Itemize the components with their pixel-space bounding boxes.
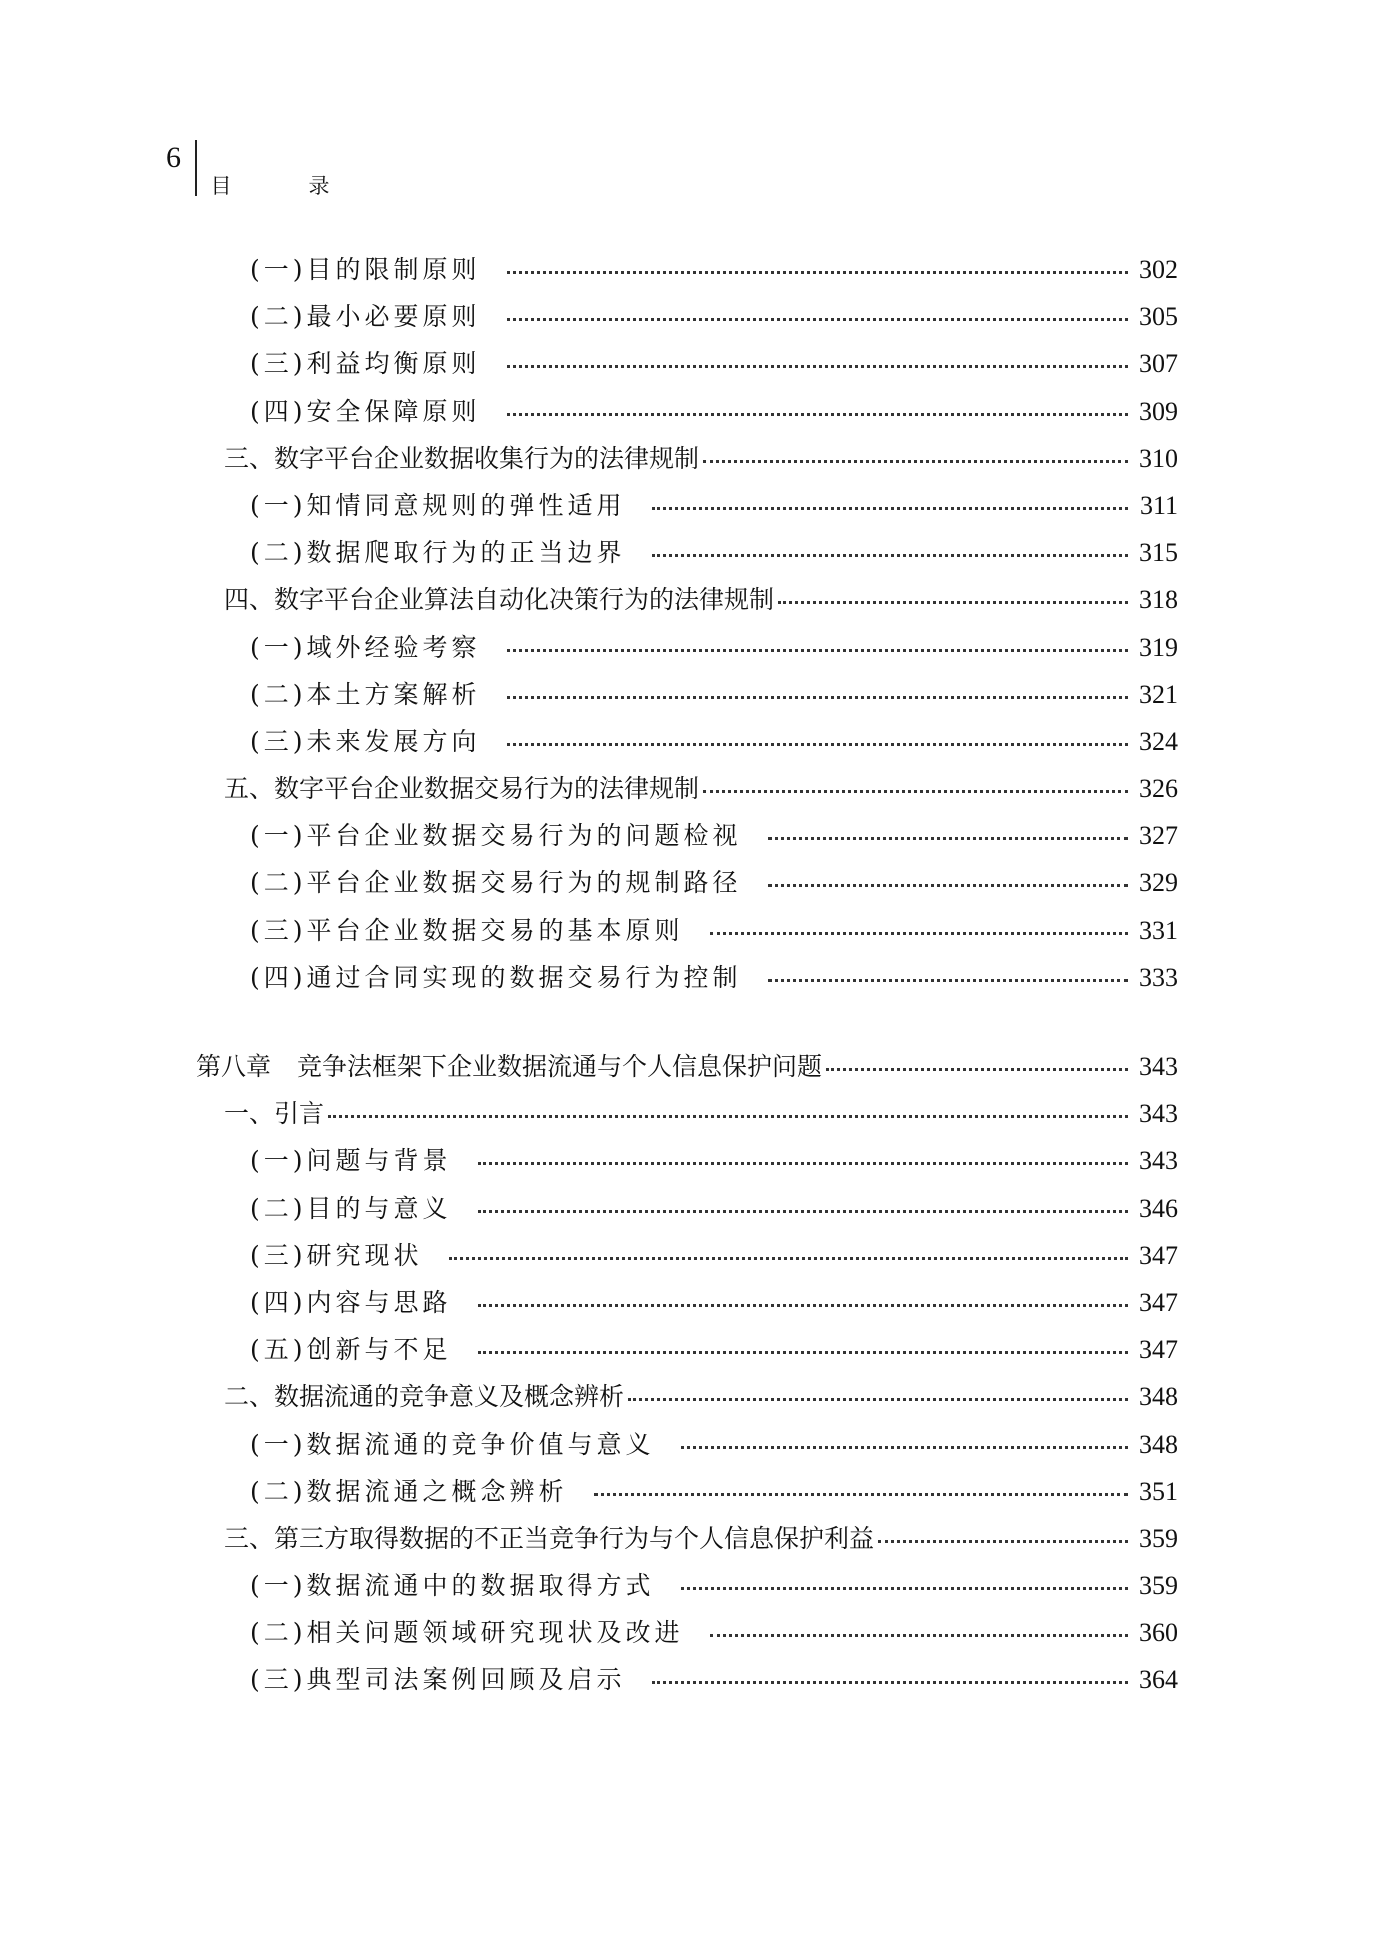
toc-entry-label: (二)最小必要原则 bbox=[250, 302, 481, 332]
toc-page-number: 327 bbox=[1139, 821, 1178, 851]
toc-subsection-entry[interactable] bbox=[196, 911, 1178, 958]
toc-page-number: 364 bbox=[1139, 1665, 1178, 1695]
toc-subsection-entry[interactable] bbox=[196, 1189, 1178, 1236]
toc-page-number: 305 bbox=[1139, 302, 1178, 332]
toc-page-number: 310 bbox=[1139, 443, 1178, 473]
toc-entry-label: 五、数字平台企业数据交易行为的法律规制 bbox=[224, 774, 700, 804]
toc-chapter-label bbox=[196, 1047, 822, 1083]
toc-section-entry[interactable] bbox=[196, 1094, 1178, 1141]
dot-leader bbox=[594, 1472, 1128, 1496]
dot-leader bbox=[478, 1330, 1128, 1354]
dot-leader bbox=[478, 1141, 1128, 1165]
toc-page-number: 359 bbox=[1139, 1571, 1178, 1601]
dot-leader bbox=[507, 344, 1128, 368]
dot-leader bbox=[652, 533, 1128, 557]
toc-subsection-entry[interactable] bbox=[196, 1566, 1178, 1613]
toc-entry-label: (三)未来发展方向 bbox=[250, 726, 481, 756]
toc-entry-label: 四、数字平台企业算法自动化决策行为的法律规制 bbox=[224, 585, 775, 615]
toc-entry-label: (一)域外经验考察 bbox=[250, 632, 481, 662]
toc-subsection-entry[interactable] bbox=[196, 392, 1178, 439]
toc-subsection-entry[interactable] bbox=[196, 675, 1178, 722]
toc-entry-label: (三)典型司法案例回顾及启示 bbox=[250, 1665, 626, 1695]
toc-page-number: 331 bbox=[1139, 915, 1178, 945]
toc-subsection-entry[interactable] bbox=[196, 1330, 1178, 1377]
toc-page-number: 343 bbox=[1139, 1052, 1178, 1081]
toc-subsection-entry[interactable] bbox=[196, 533, 1178, 580]
toc-subsection-entry[interactable] bbox=[196, 1425, 1178, 1472]
dot-leader bbox=[681, 1566, 1128, 1590]
toc-entry-label: (三)平台企业数据交易的基本原则 bbox=[250, 915, 684, 945]
toc-entry-label: (三)研究现状 bbox=[250, 1240, 423, 1270]
toc-chapter-entry[interactable] bbox=[196, 1047, 1178, 1094]
toc-entry-label: (一)数据流通中的数据取得方式 bbox=[250, 1571, 655, 1601]
toc-entry-label: (二)平台企业数据交易行为的规制路径 bbox=[250, 868, 742, 898]
toc-subsection-entry[interactable] bbox=[196, 1236, 1178, 1283]
toc-subsection-entry[interactable] bbox=[196, 722, 1178, 769]
toc-page-number: 346 bbox=[1139, 1193, 1178, 1223]
toc-entry-label: 二、数据流通的竞争意义及概念辨析 bbox=[224, 1382, 625, 1412]
toc-subsection-entry[interactable] bbox=[196, 344, 1178, 391]
dot-leader bbox=[449, 1236, 1128, 1260]
dot-leader bbox=[328, 1094, 1128, 1118]
dot-leader bbox=[710, 911, 1128, 935]
toc-entry-label: (二)数据流通之概念辨析 bbox=[250, 1476, 568, 1506]
toc-entry-label: (一)数据流通的竞争价值与意义 bbox=[250, 1429, 655, 1459]
running-title: 目 录 bbox=[210, 174, 358, 198]
toc-page-number: 360 bbox=[1139, 1618, 1178, 1648]
dot-leader bbox=[768, 958, 1128, 982]
dot-leader bbox=[507, 392, 1128, 416]
toc-entry-label: (一)知情同意规则的弹性适用 bbox=[250, 490, 626, 520]
toc-page-number: 324 bbox=[1139, 726, 1178, 756]
toc-entry-label: (二)数据爬取行为的正当边界 bbox=[250, 538, 626, 568]
toc-group-chapter-7-continued bbox=[196, 250, 1178, 1005]
dot-leader bbox=[507, 250, 1128, 274]
toc-page-number: 309 bbox=[1139, 396, 1178, 426]
toc-entry-label: (二)本土方案解析 bbox=[250, 679, 481, 709]
toc-entry-label: (三)利益均衡原则 bbox=[250, 349, 481, 379]
dot-leader bbox=[652, 1660, 1128, 1684]
toc-section-entry[interactable] bbox=[196, 580, 1178, 627]
toc-page-number: 347 bbox=[1139, 1287, 1178, 1317]
toc-page-number: 311 bbox=[1139, 490, 1178, 520]
toc-entry-label: (五)创新与不足 bbox=[250, 1335, 452, 1365]
toc-entry-label: 三、数字平台企业数据收集行为的法律规制 bbox=[224, 443, 700, 473]
toc-entry-label: (二)目的与意义 bbox=[250, 1193, 452, 1223]
toc-page-number: 348 bbox=[1139, 1382, 1178, 1412]
dot-leader bbox=[878, 1519, 1128, 1543]
dot-leader bbox=[768, 816, 1128, 840]
toc-subsection-entry[interactable] bbox=[196, 628, 1178, 675]
toc-page-number: 318 bbox=[1139, 585, 1178, 615]
toc-group-chapter-8 bbox=[196, 1094, 1178, 1707]
page-number: 6 bbox=[166, 141, 181, 174]
dot-leader bbox=[826, 1047, 1128, 1071]
toc-entry-label: (二)相关问题领域研究现状及改进 bbox=[250, 1618, 684, 1648]
toc-page-number: 347 bbox=[1139, 1335, 1178, 1365]
toc-section-entry[interactable] bbox=[196, 769, 1178, 816]
toc-entry-label: (四)安全保障原则 bbox=[250, 396, 481, 426]
toc-entry-label: (一)平台企业数据交易行为的问题检视 bbox=[250, 821, 742, 851]
toc-entry-label: (四)通过合同实现的数据交易行为控制 bbox=[250, 962, 742, 992]
toc-page-number: 329 bbox=[1139, 868, 1178, 898]
dot-leader bbox=[681, 1425, 1128, 1449]
toc-page-number: 307 bbox=[1139, 349, 1178, 379]
dot-leader bbox=[507, 628, 1128, 652]
toc-subsection-entry[interactable] bbox=[196, 297, 1178, 344]
table-of-contents bbox=[196, 250, 1178, 1708]
toc-page-number: 343 bbox=[1139, 1099, 1178, 1129]
toc-entry-label: 三、第三方取得数据的不正当竞争行为与个人信息保护利益 bbox=[224, 1523, 875, 1553]
toc-section-entry[interactable] bbox=[196, 1519, 1178, 1566]
toc-page-number: 321 bbox=[1139, 679, 1178, 709]
dot-leader bbox=[652, 486, 1128, 510]
dot-leader bbox=[703, 769, 1128, 793]
dot-leader bbox=[768, 863, 1128, 887]
toc-page-number: 351 bbox=[1139, 1476, 1178, 1506]
dot-leader bbox=[478, 1189, 1128, 1213]
toc-page-number: 319 bbox=[1139, 632, 1178, 662]
toc-page-number: 347 bbox=[1139, 1240, 1178, 1270]
toc-section-entry[interactable] bbox=[196, 439, 1178, 486]
dot-leader bbox=[710, 1613, 1128, 1637]
chapter-title: 竞争法框架下企业数据流通与个人信息保护问题 bbox=[297, 1052, 823, 1081]
toc-page-number: 333 bbox=[1139, 962, 1178, 992]
toc-page-number: 343 bbox=[1139, 1146, 1178, 1176]
toc-subsection-entry[interactable] bbox=[196, 1472, 1178, 1519]
dot-leader bbox=[703, 439, 1128, 463]
toc-subsection-entry[interactable] bbox=[196, 816, 1178, 863]
toc-entry-label: 一、引言 bbox=[224, 1099, 325, 1129]
dot-leader bbox=[628, 1377, 1128, 1401]
chapter-number: 第八章 bbox=[196, 1052, 272, 1081]
header-divider bbox=[195, 140, 197, 196]
toc-subsection-entry[interactable] bbox=[196, 1283, 1178, 1330]
dot-leader bbox=[507, 675, 1128, 699]
running-header bbox=[166, 140, 358, 200]
toc-page-number: 302 bbox=[1139, 255, 1178, 284]
dot-leader bbox=[478, 1283, 1128, 1307]
toc-subsection-entry[interactable] bbox=[196, 958, 1178, 1005]
toc-entry-label: (一)目的限制原则 bbox=[250, 255, 481, 284]
toc-subsection-entry[interactable] bbox=[196, 250, 1178, 297]
toc-subsection-entry[interactable] bbox=[196, 1613, 1178, 1660]
toc-page-number: 359 bbox=[1139, 1523, 1178, 1553]
toc-subsection-entry[interactable] bbox=[196, 1141, 1178, 1188]
toc-entry-label: (一)问题与背景 bbox=[250, 1146, 452, 1176]
toc-subsection-entry[interactable] bbox=[196, 863, 1178, 910]
toc-section-entry[interactable] bbox=[196, 1377, 1178, 1424]
toc-page-number: 348 bbox=[1139, 1429, 1178, 1459]
dot-leader bbox=[507, 722, 1128, 746]
dot-leader bbox=[778, 580, 1128, 604]
toc-subsection-entry[interactable] bbox=[196, 486, 1178, 533]
dot-leader bbox=[507, 297, 1128, 321]
toc-page-number: 315 bbox=[1139, 538, 1178, 568]
toc-page-number: 326 bbox=[1139, 774, 1178, 804]
toc-entry-label: (四)内容与思路 bbox=[250, 1287, 452, 1317]
toc-subsection-entry[interactable] bbox=[196, 1660, 1178, 1707]
